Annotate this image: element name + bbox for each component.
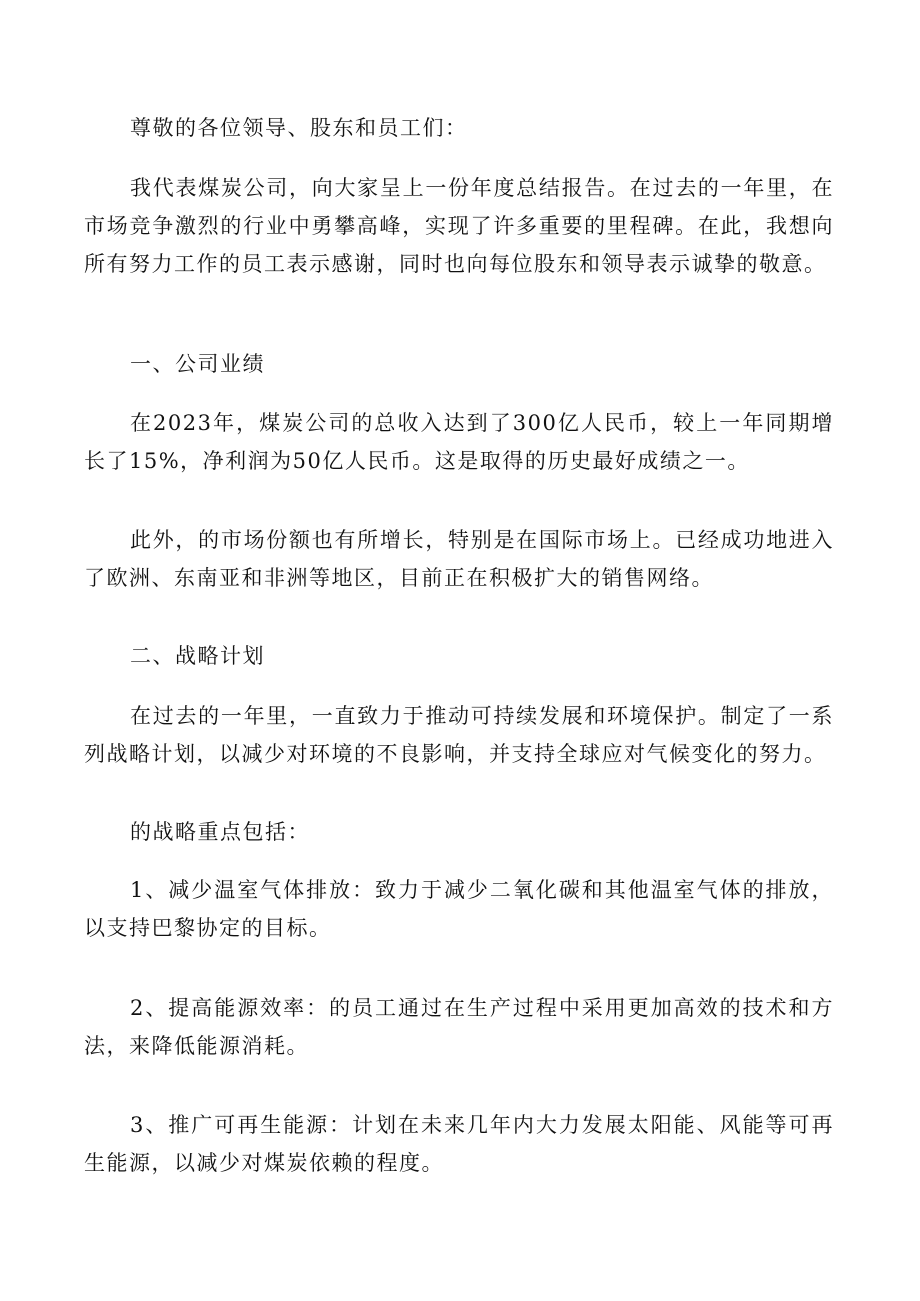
list-item-3: 3、推广可再生能源：计划在未来几年内大力发展太阳能、风能等可再生能源，以减少对煤炭依赖的程度。 (84, 1113, 834, 1175)
list-item-1: 1、减少温室气体排放：致力于减少二氧化碳和其他温室气体的排放，以支持巴黎协定的目标。 (84, 878, 834, 940)
section-heading-strategy: 二、战略计划 (130, 644, 265, 668)
list-item-2: 2、提高能源效率：的员工通过在生产过程中采用更加高效的技术和方法，来降低能源消耗。 (84, 996, 834, 1058)
section-heading-performance: 一、公司业绩 (130, 352, 265, 376)
strategy-focus-paragraph: 的战略重点包括： (130, 820, 310, 844)
market-share-paragraph: 此外，的市场份额也有所增长，特别是在国际市场上。已经成功地进入了欧洲、东南亚和非洲等地区，目前正在积极扩大的销售网络。 (84, 528, 834, 590)
strategy-paragraph: 在过去的一年里，一直致力于推动可持续发展和环境保护。制定了一系列战略计划，以减少对环境的不良影响，并支持全球应对气候变化的努力。 (84, 704, 834, 766)
performance-paragraph: 在2023年，煤炭公司的总收入达到了300亿人民币，较上一年同期增长了15%，净利润为50亿人民币。这是取得的历史最好成绩之一。 (84, 411, 834, 473)
greeting-paragraph: 尊敬的各位领导、股东和员工们： (130, 116, 468, 140)
intro-paragraph: 我代表煤炭公司，向大家呈上一份年度总结报告。在过去的一年里，在市场竞争激烈的行业中勇攀高峰，实现了许多重要的里程碑。在此，我想向所有努力工作的员工表示感谢，同时也向每位股东和领导表示诚挚的敬意。 (84, 176, 834, 276)
